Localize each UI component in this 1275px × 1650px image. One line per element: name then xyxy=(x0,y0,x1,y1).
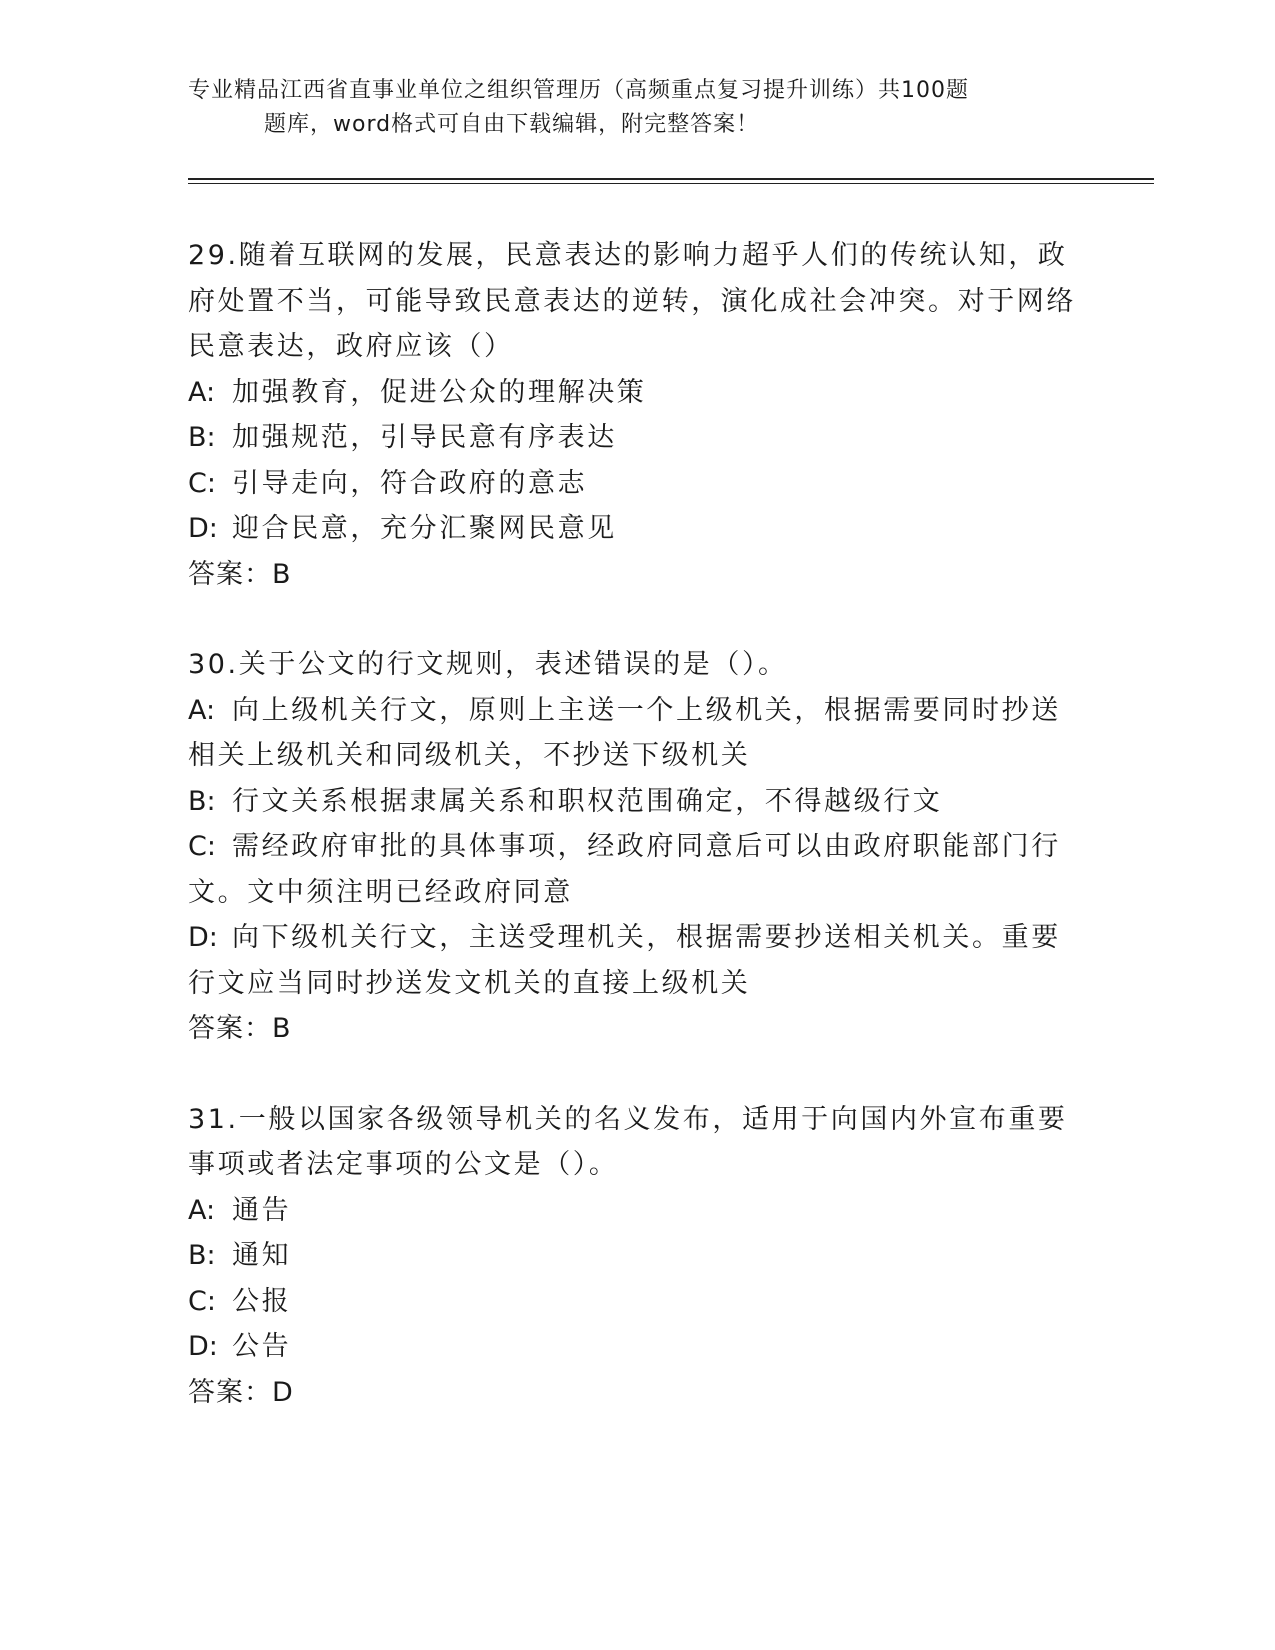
header-title-line-1: 专业精品江西省直事业单位之组织管理历（高频重点复习提升训练）共100题 xyxy=(188,78,969,103)
option-letter: B: xyxy=(188,1240,216,1271)
option-text: 行文关系根据隶属关系和职权范围确定，不得越级行文 xyxy=(232,785,943,817)
option-d xyxy=(188,1324,1088,1370)
question-list xyxy=(188,233,1088,1460)
question-stem: 30.关于公文的行文规则，表述错误的是（）。 xyxy=(188,649,788,680)
option-text: 通告 xyxy=(232,1194,292,1226)
question-30 xyxy=(188,642,1088,1052)
header-title-line-2: 题库，word格式可自由下载编辑，附完整答案！ xyxy=(264,112,760,137)
option-text: 向下级机关行文，主送受理机关，根据需要抄送相关机关。重要行文应当同时抄送发文机关的直接上级机关 xyxy=(188,922,1061,999)
option-a xyxy=(188,1188,1088,1234)
option-letter: A: xyxy=(188,1194,216,1226)
option-b xyxy=(188,779,1088,825)
option-c xyxy=(188,1279,1088,1325)
option-b xyxy=(188,1233,1088,1279)
option-letter: B: xyxy=(188,785,216,817)
option-letter: D: xyxy=(188,922,218,953)
option-letter: A: xyxy=(188,376,216,408)
option-letter: A: xyxy=(188,694,216,726)
answer-line: 答案：B xyxy=(188,558,292,590)
answer-line: 答案：D xyxy=(188,1376,294,1408)
option-text: 向上级机关行文，原则上主送一个上级机关，根据需要同时抄送相关上级机关和同级机关，不抄送下级机关 xyxy=(188,694,1061,771)
question-29 xyxy=(188,233,1088,597)
option-b xyxy=(188,415,1088,461)
question-stem: 31.一般以国家各级领导机关的名义发布，适用于向国内外宣布重要事项或者法定事项的公文是（）。 xyxy=(188,1103,1068,1180)
option-letter: B: xyxy=(188,422,216,453)
option-a xyxy=(188,370,1088,416)
option-text: 公告 xyxy=(232,1331,292,1362)
question-31 xyxy=(188,1097,1088,1416)
option-text: 加强教育，促进公众的理解决策 xyxy=(232,376,647,408)
question-stem: 29.随着互联网的发展，民意表达的影响力超乎人们的传统认知，政府处置不当，可能导致民意表达的逆转，演化成社会冲突。对于网络民意表达，政府应该（） xyxy=(188,240,1076,362)
document-header xyxy=(188,74,1068,142)
option-c xyxy=(188,824,1088,915)
option-letter: C: xyxy=(188,1285,216,1317)
answer-line: 答案：B xyxy=(188,1013,292,1044)
header-divider-thin xyxy=(188,183,1154,184)
option-letter: D: xyxy=(188,1331,218,1362)
option-a xyxy=(188,688,1088,779)
option-text: 加强规范，引导民意有序表达 xyxy=(232,422,617,453)
option-text: 需经政府审批的具体事项，经政府同意后可以由政府职能部门行文。文中须注明已经政府同意 xyxy=(188,831,1061,908)
option-letter: C: xyxy=(188,831,216,862)
option-c xyxy=(188,461,1088,507)
option-text: 引导走向，符合政府的意志 xyxy=(232,467,588,499)
option-text: 公报 xyxy=(232,1285,292,1317)
option-letter: C: xyxy=(188,467,216,499)
option-letter: D: xyxy=(188,513,218,544)
header-divider-thick xyxy=(188,178,1154,180)
option-text: 迎合民意，充分汇聚网民意见 xyxy=(232,513,617,544)
option-text: 通知 xyxy=(232,1240,292,1271)
option-d xyxy=(188,915,1088,1006)
option-d xyxy=(188,506,1088,552)
